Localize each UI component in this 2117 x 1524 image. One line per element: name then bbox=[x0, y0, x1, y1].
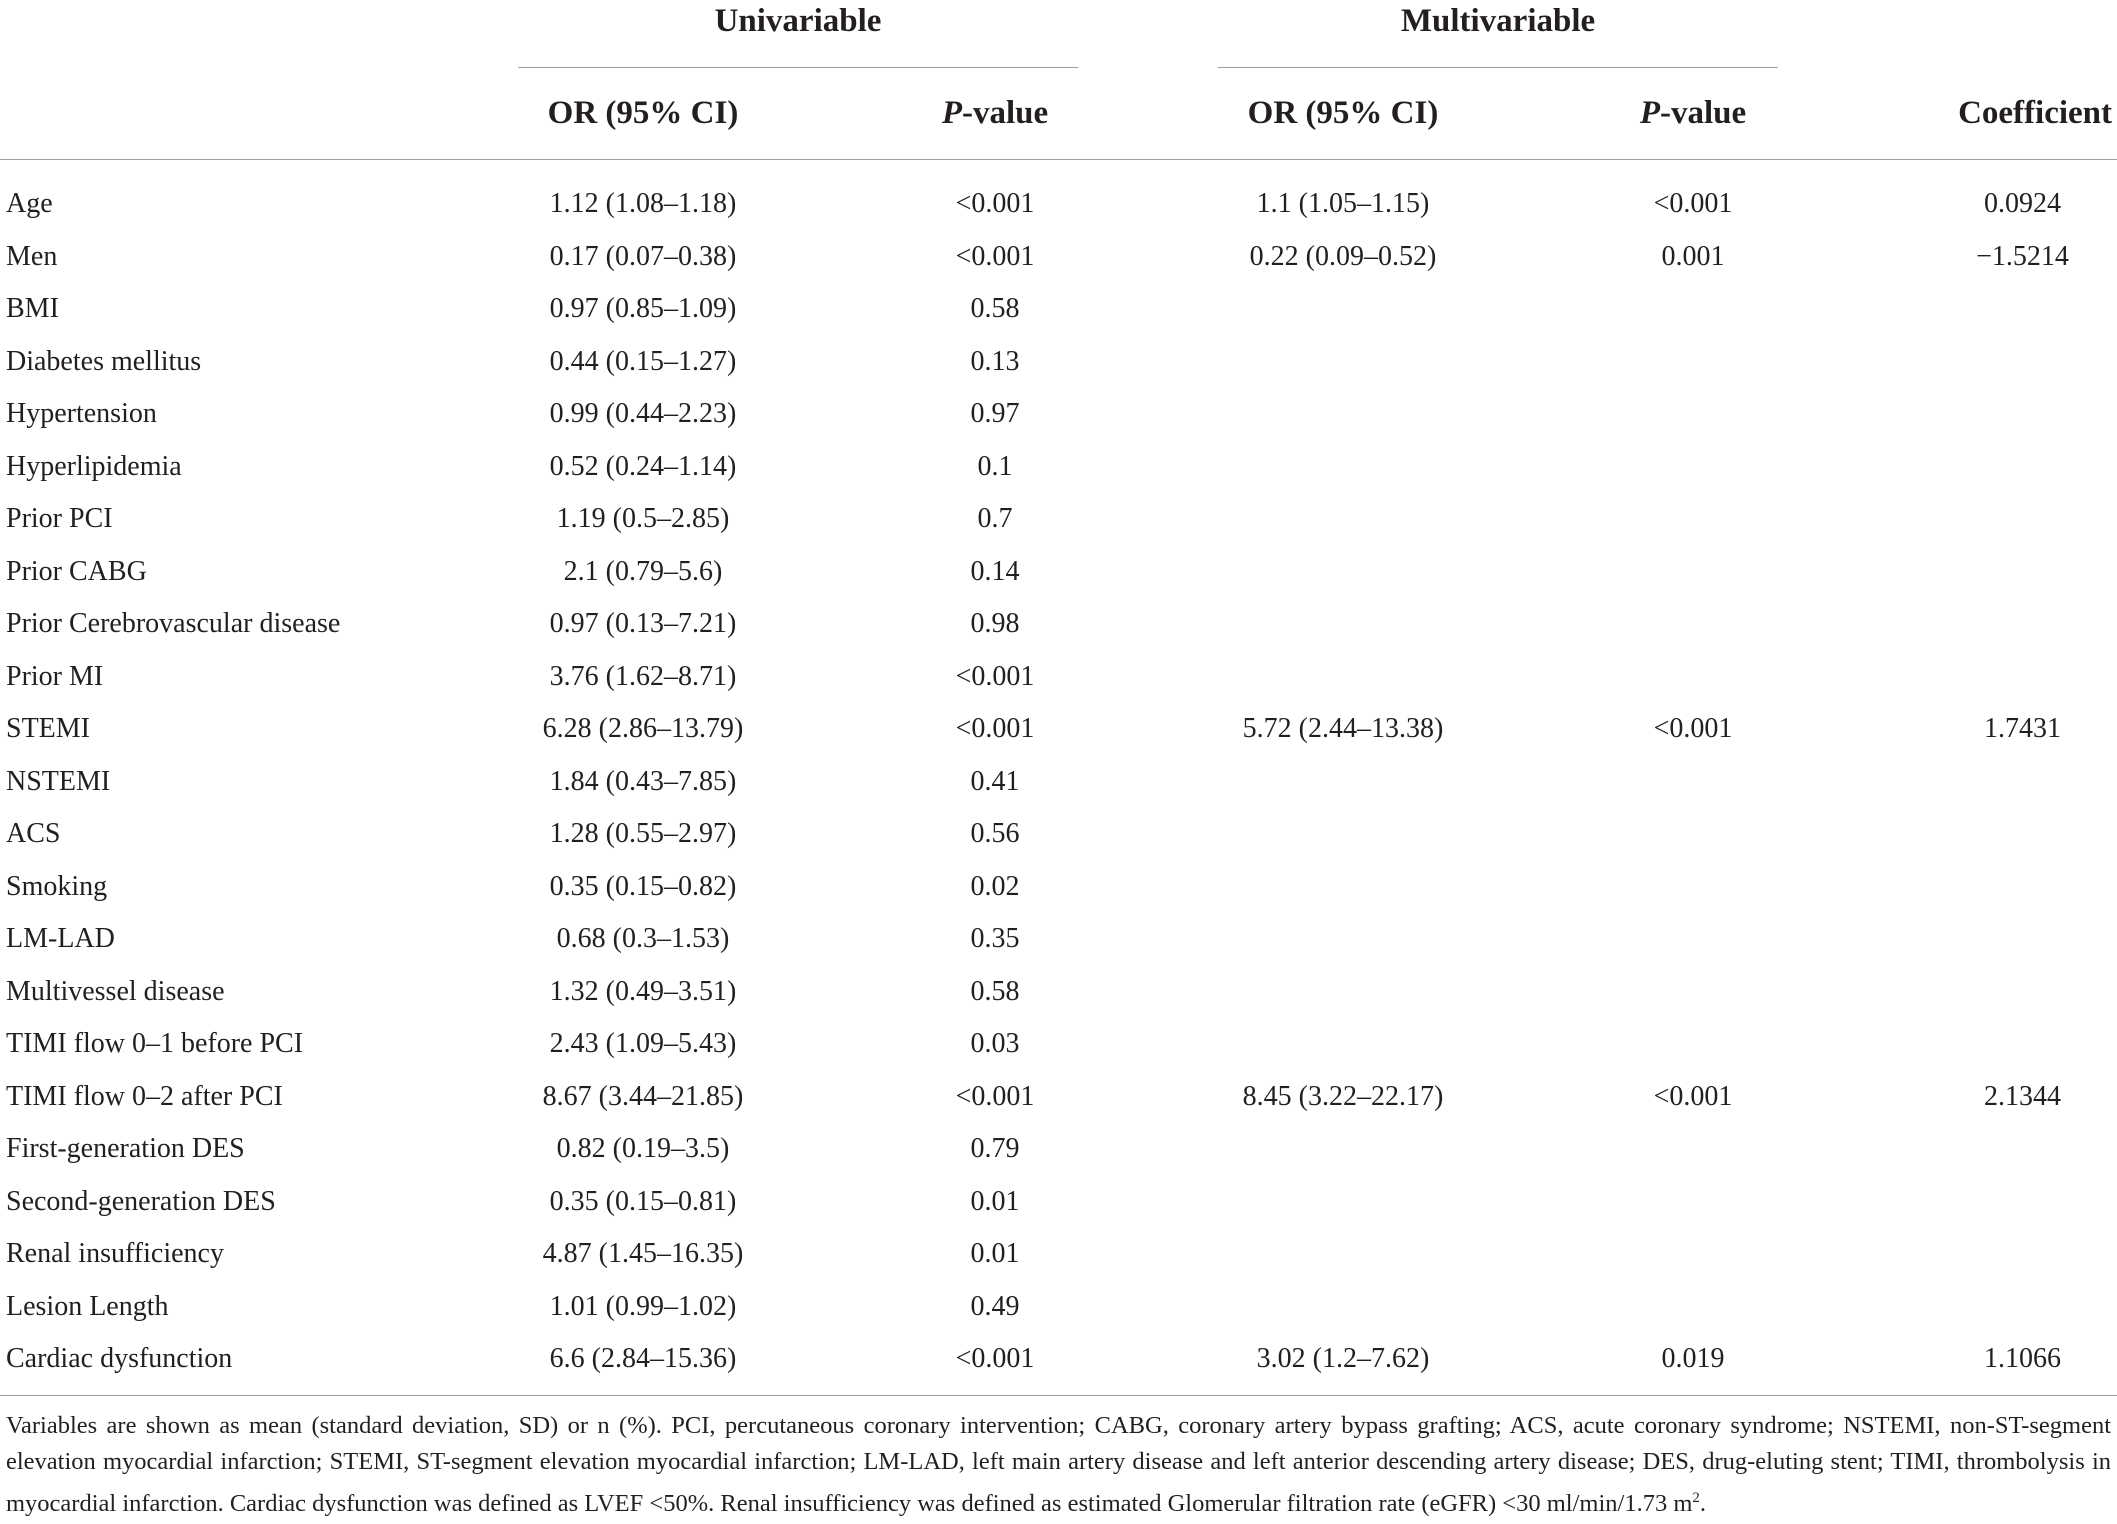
spacer-cell bbox=[768, 1018, 870, 1071]
spacer-cell bbox=[1468, 703, 1568, 756]
uni-or-cell: 1.28 (0.55–2.97) bbox=[549, 818, 737, 850]
variable-cell: Lesion Length bbox=[6, 1290, 169, 1322]
spacer-cell bbox=[1468, 441, 1568, 494]
spacer-cell bbox=[768, 1281, 870, 1334]
spacer-cell bbox=[1120, 913, 1218, 966]
uni-p-cell: 0.7 bbox=[977, 503, 1013, 535]
table-row bbox=[0, 493, 2117, 546]
table-row bbox=[0, 388, 2117, 441]
uni-or-cell: 4.87 (1.45–16.35) bbox=[542, 1238, 744, 1270]
spacer-cell bbox=[1120, 966, 1218, 1019]
spacer-cell bbox=[1120, 1018, 1218, 1071]
variable-cell: LM-LAD bbox=[6, 923, 115, 955]
table-row bbox=[0, 546, 2117, 599]
uni-or-cell: 6.6 (2.84–15.36) bbox=[549, 1343, 737, 1375]
variable-cell: Prior PCI bbox=[6, 503, 113, 535]
coef-cell: −1.5214 bbox=[1976, 240, 2069, 272]
coef-cell bbox=[1818, 808, 2117, 861]
multi-p-cell bbox=[1568, 1281, 1818, 1334]
multi-or-cell bbox=[1218, 756, 1468, 809]
uni-or-cell: 0.99 (0.44–2.23) bbox=[549, 398, 737, 430]
uni-p-cell: <0.001 bbox=[955, 713, 1035, 745]
spacer-cell bbox=[1468, 598, 1568, 651]
spacer-cell bbox=[1120, 441, 1218, 494]
multi-or-cell bbox=[1218, 493, 1468, 546]
uni-p-cell: 0.14 bbox=[970, 555, 1020, 587]
spacer-cell bbox=[1120, 283, 1218, 336]
table-row bbox=[0, 861, 2117, 914]
multi-or-cell bbox=[1218, 1281, 1468, 1334]
uni-p-cell: 0.56 bbox=[970, 818, 1020, 850]
uni-p-cell: <0.001 bbox=[955, 188, 1035, 220]
spacer-cell bbox=[1468, 913, 1568, 966]
spacer-cell bbox=[768, 493, 870, 546]
variable-cell: Diabetes mellitus bbox=[6, 345, 202, 377]
uni-p-cell: 0.98 bbox=[970, 608, 1020, 640]
uni-or-cell: 0.97 (0.13–7.21) bbox=[549, 608, 737, 640]
multi-or-cell bbox=[1218, 1228, 1468, 1281]
multi-or-cell: 1.1 (1.05–1.15) bbox=[1256, 188, 1430, 220]
spacer-cell bbox=[768, 1071, 870, 1124]
multivariable-rule bbox=[1218, 67, 1778, 68]
coef-cell bbox=[1818, 913, 2117, 966]
variable-cell: NSTEMI bbox=[6, 765, 111, 797]
table-row bbox=[0, 1176, 2117, 1229]
spacer-cell bbox=[1120, 1228, 1218, 1281]
multi-p-italic: P bbox=[1639, 95, 1660, 131]
spacer-cell bbox=[1468, 1176, 1568, 1229]
uni-p-cell: 0.13 bbox=[970, 345, 1020, 377]
spacer-cell bbox=[768, 703, 870, 756]
footnote-superscript: 2 bbox=[1692, 1490, 1700, 1506]
multi-p-cell bbox=[1568, 1018, 1818, 1071]
uni-or-cell: 0.68 (0.3–1.53) bbox=[556, 923, 730, 955]
multi-p-cell bbox=[1568, 598, 1818, 651]
multi-or-cell bbox=[1218, 651, 1468, 704]
variable-cell: Prior Cerebrovascular disease bbox=[6, 608, 341, 640]
uni-p-cell: 0.58 bbox=[970, 975, 1020, 1007]
variable-cell: Prior CABG bbox=[6, 555, 147, 587]
footnote-end: . bbox=[1699, 1490, 1707, 1518]
coef-cell: 0.0924 bbox=[1984, 188, 2061, 220]
spacer-cell bbox=[1120, 1071, 1218, 1124]
footnote-text: Variables are shown as mean (standard deviation, SD) or n (%). PCI, percutaneous coronary intervention; CABG, coronary artery bypass grafting; ACS, acute coronary syndrome; NSTEMI, non-ST-segment elevation myocardial infarction; STEMI, ST-segment elevation myocardial infarction; LM-LAD, left main artery disease and left anterior descending artery disease; DES, drug-eluting stent; TIMI, thrombolysis in myocardial infarction. Cardiac dysfunction was defined as LVEF <50%. Renal insufficiency was defined as estimated Glomerular filtration rate (eGFR) <30 ml/min/1.73 m bbox=[6, 1412, 2111, 1518]
multi-p-cell bbox=[1568, 336, 1818, 389]
spacer-cell bbox=[1468, 1123, 1568, 1176]
multi-or-cell bbox=[1218, 441, 1468, 494]
multi-p-cell bbox=[1568, 388, 1818, 441]
uni-p-header bbox=[870, 88, 1120, 138]
coef-cell bbox=[1818, 1123, 2117, 1176]
uni-or-cell: 2.43 (1.09–5.43) bbox=[549, 1028, 737, 1060]
coef-cell bbox=[1818, 336, 2117, 389]
coef-cell bbox=[1818, 441, 2117, 494]
variable-cell: Age bbox=[6, 188, 53, 220]
table-body bbox=[0, 178, 2117, 1386]
spacer-cell bbox=[768, 1176, 870, 1229]
spacer-cell bbox=[1120, 598, 1218, 651]
variable-cell: Men bbox=[6, 240, 58, 272]
uni-or-cell: 0.35 (0.15–0.81) bbox=[549, 1185, 737, 1217]
multi-or-cell bbox=[1218, 1123, 1468, 1176]
multi-p-cell bbox=[1568, 756, 1818, 809]
uni-p-cell: <0.001 bbox=[955, 660, 1035, 692]
multi-or-cell: 5.72 (2.44–13.38) bbox=[1242, 713, 1444, 745]
multi-or-cell bbox=[1218, 1176, 1468, 1229]
table-row bbox=[0, 1123, 2117, 1176]
multi-or-cell bbox=[1218, 388, 1468, 441]
uni-p-italic: P bbox=[941, 95, 962, 131]
spacer-cell bbox=[1120, 1176, 1218, 1229]
uni-p-cell: 0.58 bbox=[970, 293, 1020, 325]
multi-or-cell bbox=[1218, 861, 1468, 914]
multi-or-cell: 3.02 (1.2–7.62) bbox=[1256, 1343, 1430, 1375]
variable-cell: Renal insufficiency bbox=[6, 1238, 224, 1270]
uni-p-cell: 0.97 bbox=[970, 398, 1020, 430]
table-row bbox=[0, 703, 2117, 756]
multi-p-cell bbox=[1568, 493, 1818, 546]
table-row bbox=[0, 441, 2117, 494]
spacer-cell bbox=[1468, 388, 1568, 441]
spacer-cell bbox=[1468, 336, 1568, 389]
variable-cell: ACS bbox=[6, 818, 61, 850]
uni-or-cell: 8.67 (3.44–21.85) bbox=[542, 1080, 744, 1112]
multi-p-cell bbox=[1568, 283, 1818, 336]
bottom-rule bbox=[0, 1395, 2117, 1396]
multi-or-cell bbox=[1218, 913, 1468, 966]
spacer-cell bbox=[1120, 546, 1218, 599]
multi-p-header bbox=[1568, 88, 1818, 138]
spacer-cell bbox=[1468, 808, 1568, 861]
multi-p-cell bbox=[1568, 861, 1818, 914]
spacer-cell bbox=[1468, 493, 1568, 546]
multi-or-cell: 0.22 (0.09–0.52) bbox=[1249, 240, 1437, 272]
coef-cell bbox=[1818, 1176, 2117, 1229]
multi-p-cell: 0.001 bbox=[1661, 240, 1725, 272]
variable-cell: Second-generation DES bbox=[6, 1185, 276, 1217]
variable-cell: Hyperlipidemia bbox=[6, 450, 182, 482]
coef-cell: 1.1066 bbox=[1984, 1343, 2061, 1375]
table-row bbox=[0, 651, 2117, 704]
uni-p-rest: -value bbox=[962, 95, 1049, 131]
uni-or-cell: 3.76 (1.62–8.71) bbox=[549, 660, 737, 692]
table-row bbox=[0, 1228, 2117, 1281]
variable-cell: First-generation DES bbox=[6, 1133, 245, 1165]
uni-or-cell: 1.19 (0.5–2.85) bbox=[556, 503, 730, 535]
spacer-cell bbox=[1120, 1333, 1218, 1386]
table-row bbox=[0, 966, 2117, 1019]
spacer-cell bbox=[1468, 1281, 1568, 1334]
uni-or-cell: 0.35 (0.15–0.82) bbox=[549, 870, 737, 902]
multi-p-cell: <0.001 bbox=[1653, 713, 1733, 745]
coef-cell bbox=[1818, 546, 2117, 599]
coef-cell bbox=[1818, 1018, 2117, 1071]
header-rule bbox=[0, 159, 2117, 160]
spacer-cell bbox=[1120, 1123, 1218, 1176]
spacer-cell bbox=[1120, 1281, 1218, 1334]
spacer-cell bbox=[1468, 861, 1568, 914]
spacer-cell bbox=[768, 231, 870, 284]
spacer-cell bbox=[768, 651, 870, 704]
spacer-cell bbox=[1468, 178, 1568, 231]
uni-or-cell: 6.28 (2.86–13.79) bbox=[542, 713, 744, 745]
uni-or-cell: 0.97 (0.85–1.09) bbox=[549, 293, 737, 325]
coefficient-header: Coefficient bbox=[1958, 95, 2112, 131]
table-row bbox=[0, 336, 2117, 389]
table-row bbox=[0, 1071, 2117, 1124]
multi-or-cell bbox=[1218, 283, 1468, 336]
coef-cell bbox=[1818, 651, 2117, 704]
table-row bbox=[0, 756, 2117, 809]
spacer-cell bbox=[1468, 231, 1568, 284]
variable-cell: Multivessel disease bbox=[6, 975, 225, 1007]
coef-cell: 1.7431 bbox=[1984, 713, 2061, 745]
uni-p-cell: 0.41 bbox=[970, 765, 1020, 797]
coef-cell bbox=[1818, 861, 2117, 914]
spacer-cell bbox=[768, 336, 870, 389]
univariable-rule bbox=[518, 67, 1078, 68]
uni-p-cell: 0.35 bbox=[970, 923, 1020, 955]
table-row bbox=[0, 283, 2117, 336]
regression-table bbox=[0, 178, 2117, 1386]
multi-or-cell bbox=[1218, 336, 1468, 389]
uni-or-cell: 0.52 (0.24–1.14) bbox=[549, 450, 737, 482]
uni-p-cell: 0.1 bbox=[977, 450, 1013, 482]
uni-p-cell: 0.01 bbox=[970, 1238, 1020, 1270]
spacer-cell bbox=[768, 756, 870, 809]
spacer-cell bbox=[1120, 861, 1218, 914]
spacer-cell bbox=[1468, 1333, 1568, 1386]
spacer-cell bbox=[1468, 651, 1568, 704]
uni-p-cell: 0.79 bbox=[970, 1133, 1020, 1165]
spacer-cell bbox=[1120, 493, 1218, 546]
spacer-cell bbox=[768, 1228, 870, 1281]
multivariable-header: Multivariable bbox=[1400, 3, 1596, 39]
spacer-cell bbox=[1468, 1018, 1568, 1071]
spacer-cell bbox=[1120, 388, 1218, 441]
spacer-cell bbox=[768, 1123, 870, 1176]
multi-p-cell: <0.001 bbox=[1653, 1080, 1733, 1112]
table-row bbox=[0, 178, 2117, 231]
coef-cell bbox=[1818, 493, 2117, 546]
variable-cell: Smoking bbox=[6, 870, 108, 902]
uni-p-cell: <0.001 bbox=[955, 240, 1035, 272]
uni-p-cell: 0.02 bbox=[970, 870, 1020, 902]
uni-or-cell: 1.32 (0.49–3.51) bbox=[549, 975, 737, 1007]
multi-p-cell: <0.001 bbox=[1653, 188, 1733, 220]
multi-p-cell bbox=[1568, 1228, 1818, 1281]
variable-cell: BMI bbox=[6, 293, 59, 325]
spacer-cell bbox=[1468, 546, 1568, 599]
uni-p-cell: 0.03 bbox=[970, 1028, 1020, 1060]
coef-cell bbox=[1818, 1228, 2117, 1281]
spacer-cell bbox=[1468, 756, 1568, 809]
table-row bbox=[0, 808, 2117, 861]
multi-or-cell bbox=[1218, 966, 1468, 1019]
multi-p-cell bbox=[1568, 546, 1818, 599]
spacer-cell bbox=[768, 283, 870, 336]
univariable-header: Univariable bbox=[714, 3, 882, 39]
table-row bbox=[0, 598, 2117, 651]
coef-cell bbox=[1818, 756, 2117, 809]
multi-p-cell bbox=[1568, 966, 1818, 1019]
uni-or-header: OR (95% CI) bbox=[547, 95, 739, 131]
spacer-cell bbox=[768, 546, 870, 599]
spacer-cell bbox=[768, 861, 870, 914]
uni-or-cell: 0.44 (0.15–1.27) bbox=[549, 345, 737, 377]
spacer-cell bbox=[1468, 1228, 1568, 1281]
coef-cell bbox=[1818, 1281, 2117, 1334]
coef-cell bbox=[1818, 388, 2117, 441]
uni-or-cell: 0.17 (0.07–0.38) bbox=[549, 240, 737, 272]
spacer-cell bbox=[768, 388, 870, 441]
uni-p-cell: <0.001 bbox=[955, 1080, 1035, 1112]
multi-or-cell bbox=[1218, 546, 1468, 599]
variable-cell: TIMI flow 0–1 before PCI bbox=[6, 1028, 304, 1060]
spacer-cell bbox=[1468, 1071, 1568, 1124]
variable-cell: STEMI bbox=[6, 713, 90, 745]
multi-p-cell bbox=[1568, 1123, 1818, 1176]
variable-cell: TIMI flow 0–2 after PCI bbox=[6, 1080, 283, 1112]
spacer-cell bbox=[768, 808, 870, 861]
table-row bbox=[0, 1018, 2117, 1071]
multi-or-cell: 8.45 (3.22–22.17) bbox=[1242, 1080, 1444, 1112]
spacer-cell bbox=[1468, 966, 1568, 1019]
spacer-cell bbox=[1120, 231, 1218, 284]
variable-cell: Prior MI bbox=[6, 660, 104, 692]
uni-or-cell: 2.1 (0.79–5.6) bbox=[563, 555, 723, 587]
uni-or-cell: 1.01 (0.99–1.02) bbox=[549, 1290, 737, 1322]
multi-or-cell bbox=[1218, 1018, 1468, 1071]
spacer-cell bbox=[768, 913, 870, 966]
spacer-cell bbox=[1120, 651, 1218, 704]
spacer-cell bbox=[768, 966, 870, 1019]
spacer-cell bbox=[1120, 703, 1218, 756]
variable-cell: Cardiac dysfunction bbox=[6, 1343, 233, 1375]
spacer-cell bbox=[1120, 756, 1218, 809]
spacer-cell bbox=[1120, 336, 1218, 389]
multi-p-cell bbox=[1568, 808, 1818, 861]
uni-or-cell: 1.12 (1.08–1.18) bbox=[549, 188, 737, 220]
multi-or-cell bbox=[1218, 808, 1468, 861]
spacer-cell bbox=[768, 178, 870, 231]
coef-cell bbox=[1818, 283, 2117, 336]
table-row bbox=[0, 231, 2117, 284]
uni-or-cell: 1.84 (0.43–7.85) bbox=[549, 765, 737, 797]
coef-cell: 2.1344 bbox=[1984, 1080, 2061, 1112]
spacer-cell bbox=[1468, 283, 1568, 336]
variable-cell: Hypertension bbox=[6, 398, 157, 430]
multi-p-cell: 0.019 bbox=[1661, 1343, 1725, 1375]
spacer-cell bbox=[768, 1333, 870, 1386]
spacer-cell bbox=[1120, 178, 1218, 231]
spacer-cell bbox=[1120, 808, 1218, 861]
multi-p-cell bbox=[1568, 913, 1818, 966]
spacer-cell bbox=[768, 598, 870, 651]
table-row bbox=[0, 1281, 2117, 1334]
spacer-cell bbox=[768, 441, 870, 494]
multi-or-header: OR (95% CI) bbox=[1247, 95, 1439, 131]
multi-p-cell bbox=[1568, 441, 1818, 494]
table-footnote bbox=[6, 1408, 2111, 1522]
multi-p-cell bbox=[1568, 1176, 1818, 1229]
table-row bbox=[0, 913, 2117, 966]
uni-p-cell: 0.01 bbox=[970, 1185, 1020, 1217]
uni-or-cell: 0.82 (0.19–3.5) bbox=[556, 1133, 730, 1165]
coef-cell bbox=[1818, 598, 2117, 651]
table-row bbox=[0, 1333, 2117, 1386]
coef-cell bbox=[1818, 966, 2117, 1019]
uni-p-cell: <0.001 bbox=[955, 1343, 1035, 1375]
multi-or-cell bbox=[1218, 598, 1468, 651]
uni-p-cell: 0.49 bbox=[970, 1290, 1020, 1322]
multi-p-cell bbox=[1568, 651, 1818, 704]
multi-p-rest: -value bbox=[1660, 95, 1747, 131]
